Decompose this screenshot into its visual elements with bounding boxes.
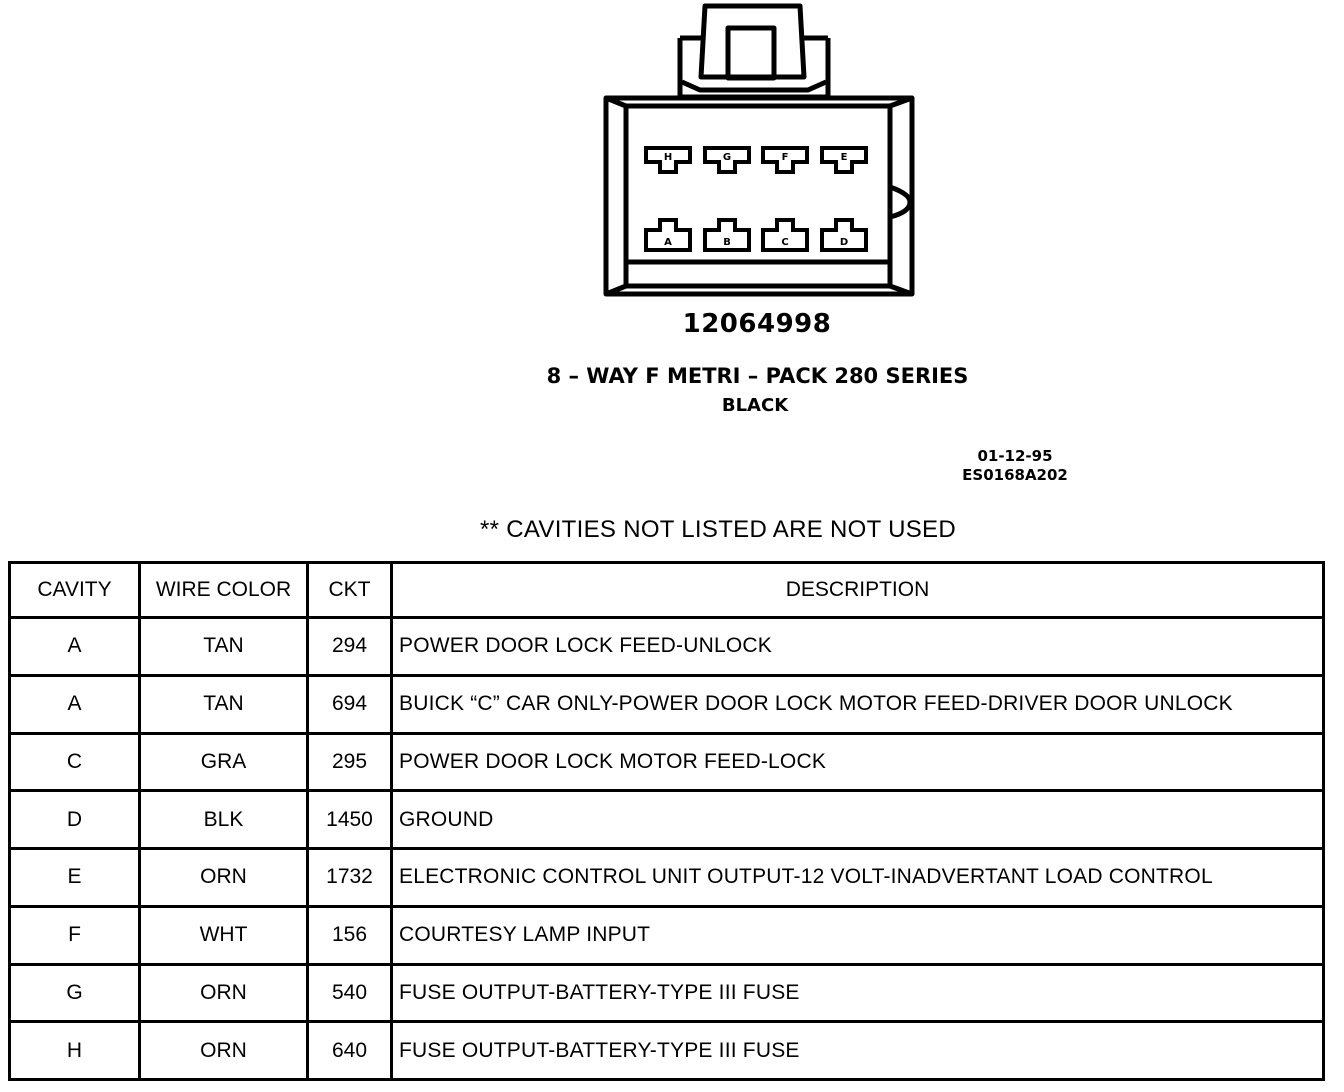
cell-description: FUSE OUTPUT-BATTERY-TYPE III FUSE <box>392 964 1324 1022</box>
table-row <box>10 1022 1324 1080</box>
table-row <box>10 618 1324 676</box>
cell-ckt: 1732 <box>308 849 392 907</box>
connector-description: 8 – WAY F METRI – PACK 280 SERIES <box>546 364 969 388</box>
cell-wire-color: TAN <box>140 618 308 676</box>
cell-cavity: A <box>10 618 140 676</box>
cavity-label-b: B <box>723 237 731 248</box>
pinout-table <box>8 561 1325 1081</box>
cell-ckt: 294 <box>308 618 392 676</box>
cell-cavity: G <box>10 964 140 1022</box>
cell-cavity: H <box>10 1022 140 1080</box>
table-row <box>10 675 1324 733</box>
cell-cavity: D <box>10 791 140 849</box>
cell-wire-color: ORN <box>140 1022 308 1080</box>
cavity-label-a: A <box>664 237 672 248</box>
part-number: 12064998 <box>682 309 832 339</box>
cell-ckt: 640 <box>308 1022 392 1080</box>
cell-ckt: 540 <box>308 964 392 1022</box>
cell-cavity: C <box>10 733 140 791</box>
table-row <box>10 906 1324 964</box>
cell-wire-color: BLK <box>140 791 308 849</box>
header-cavity: CAVITY <box>10 563 140 618</box>
cell-ckt: 295 <box>308 733 392 791</box>
header-ckt: CKT <box>308 563 392 618</box>
table-row <box>10 791 1324 849</box>
cavity-label-d: D <box>839 237 849 248</box>
header-description: DESCRIPTION <box>392 563 1324 618</box>
cell-description: POWER DOOR LOCK MOTOR FEED-LOCK <box>392 733 1324 791</box>
table-row <box>10 964 1324 1022</box>
table-row <box>10 733 1324 791</box>
cell-description: POWER DOOR LOCK FEED-UNLOCK <box>392 618 1324 676</box>
cell-description: FUSE OUTPUT-BATTERY-TYPE III FUSE <box>392 1022 1324 1080</box>
cavity-label-h: H <box>663 152 673 163</box>
cavity-label-f: F <box>781 152 789 163</box>
cell-wire-color: ORN <box>140 964 308 1022</box>
header-wire-color: WIRE COLOR <box>140 563 308 618</box>
cell-ckt: 694 <box>308 675 392 733</box>
cell-wire-color: WHT <box>140 906 308 964</box>
cell-description: BUICK “C” CAR ONLY-POWER DOOR LOCK MOTOR FEED-DRIVER DOOR UNLOCK <box>392 675 1324 733</box>
table-header-row <box>10 563 1324 618</box>
cavity-label-c: C <box>781 237 789 248</box>
cell-wire-color: TAN <box>140 675 308 733</box>
table-row <box>10 849 1324 907</box>
connector-drawing <box>600 2 918 302</box>
cell-wire-color: GRA <box>140 733 308 791</box>
cell-description: ELECTRONIC CONTROL UNIT OUTPUT-12 VOLT-INADVERTANT LOAD CONTROL <box>392 849 1324 907</box>
cell-description: COURTESY LAMP INPUT <box>392 906 1324 964</box>
cell-ckt: 1450 <box>308 791 392 849</box>
reference-date: 01-12-95 <box>977 447 1053 465</box>
reference-code: ES0168A202 <box>962 466 1068 484</box>
cell-cavity: F <box>10 906 140 964</box>
cavity-label-e: E <box>840 152 848 163</box>
cell-wire-color: ORN <box>140 849 308 907</box>
cell-description: GROUND <box>392 791 1324 849</box>
cell-cavity: A <box>10 675 140 733</box>
connector-color: BLACK <box>721 395 789 416</box>
cavity-label-g: G <box>722 152 732 163</box>
unused-cavities-note: ** CAVITIES NOT LISTED ARE NOT USED <box>480 516 956 543</box>
cell-ckt: 156 <box>308 906 392 964</box>
cell-cavity: E <box>10 849 140 907</box>
